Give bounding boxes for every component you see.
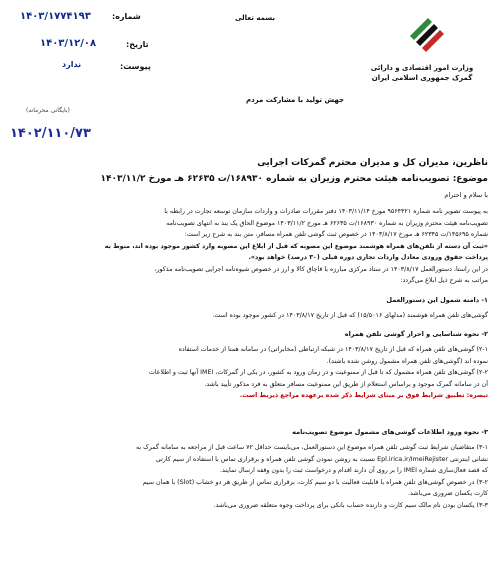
intro-line: به پیوست تصویر نامه شماره ۹۵۶۴۴۲۱ مورخ ۱۴۰۳/۱۱/۱۴ دفتر مقررات صادرات و واردات سازمان توسعه تجارت در رابطه با [164,208,488,215]
section2-title: ۲- نحوه شناسایی و احراز گوشی تلفن همراه [344,330,488,338]
section1-title: ۱- دامنه شمول این دستورالعمل [386,296,488,304]
section3-title: ۳- نحوه ورود اطلاعات گوشی‌های مشمول موضوع تصویب‌نامه [292,428,488,436]
bismillah: بسمه تعالی [234,14,276,22]
number-label: شماره: [112,12,141,21]
section1-line: گوشی‌های تلفن همراه هوشمند (مدلهای ۱۵/۵۰۱۶) که قبل از تاریخ ۱۴۰۳/۸/۱۷ در کشور موجود بوده است. [212,312,488,319]
intro-line: «ثبت آن دسته از تلفن‌های همراه هوشمند موضوع این مصوبه که قبل از ابلاغ این مصوبه وارد کشور موجود بوده اند، منوط به [104,242,488,250]
intro-line: تصویب‌نامه هیئت محترم وزیران به شماره ۱۶۸۹۳۰/ت ۶۲۶۳۵ هـ مورخ ۱۴۰۳/۱۱/۲ موضوع الحاق یک بند به انتهای تصویب‌نامه [166,219,488,227]
section2-line: ۲-۱) گوشی‌های تلفن همراه که قبل از تاریخ ۱۴۰۳/۸/۱۷ در شبکه ارتباطی (مخابراتی) در سامانه همتا از خدمات استفاده [178,346,488,353]
section3-line: ۳-۱) متقاضیان شرایط ثبت گوشی تلفن همراه موضوع این دستورالعمل، می‌بایست حداقل ۷۲ ساعت قبل از مراجعه به سامانه گمرک به [135,444,488,451]
section2-line: آن در سامانه گمرک موجود و براساس استعلام از طریق این ممنوعیت مسافر متعلق به فرد مذکور تأیید باشد. [204,380,488,388]
section3-line: ۳-۲) در خصوص گوشی‌های تلفن همراه با قابلیت فعالیت با دو سیم کارت، برقراری تماس از طریق هر دو خشاب (Slot) با همان سیم [142,478,488,486]
section3-line: که قصد فعال‌سازی شماره IMEI را بر روی آن دارند اقدام و درخواست ثبت را بدون وقفه ارسال نمایند. [219,467,488,474]
customs-logo-icon [402,10,452,60]
handwritten-reference: ۱۴۰۲/۱۱۰/۷۳ [10,126,91,141]
section2-note: تبصره: تطبیق شرایط فوق بر مبنای شرایط ذکر شده برعهده مراجع ذیربط است. [239,392,488,399]
section3-body [10,442,488,511]
intro-paragraph [10,206,488,287]
intro-line: شماره ۱۴۵۶۹۵/ت ۶۲۳۴۵ هـ مورخ ۱۴۰۳/۸/۱۷ در خصوص ثبت گوشی تلفن همراه مسافر، متن بند به شرح زیر است: [184,231,488,238]
section3-line: کارت یکسان ضروری می‌باشد. [408,490,488,497]
slogan: جهش تولید با مشارکت مردم [245,96,345,104]
section2-line: نموده اند (گوشی‌های تلفن همراه مشمول روشن شده باشند). [326,357,488,365]
addressee: ناظرین، مدیران کل و مدیران محترم گمرکات اجرایی [257,158,488,168]
section2-body [10,344,488,402]
archive-note: (بایگانی محرمانه) [26,107,70,114]
intro-line: در این راستا، دستورالعمل ۱۴۰۳/۸/۱۷ در ستاد مرکزی مبارزه با قاچاق کالا و ارز در خصوص شیوه‌نامه اجرایی تصویب‌نامه مذکور، [154,265,488,273]
section1-body [10,310,488,322]
subject-line: موضوع: تصویب‌نامه هیئت محترم وزیران به شماره ۱۶۸۹۳۰/ت ۶۲۶۳۵ هـ مورخ ۱۴۰۳/۱۱/۲ [100,174,488,184]
intro-line: پرداخت حقوق ورودی معادل واردات تجاری دوره قبلی (۳۰ درصد) خواهد بود». [248,254,488,261]
salutation: با سلام و احترام [444,191,488,199]
section3-line: نشانی اینترنتی Epl.irica.ir/ImeiRejister نسبت به روشن نمودن گوشی تلفن همراه و برقراری تماس با استفاده از سیم کارتی [155,455,488,463]
attachment-value: ندارد [62,60,82,69]
customs-name: گمرک جمهوری اسلامی ایران [371,74,473,82]
attachment-label: پیوست: [120,62,151,71]
ministry-name: وزارت امور اقتصادی و دارائی [370,64,474,72]
number-value: ۱۴۰۳/۱۷۷۴۱۹۳ [20,11,91,22]
date-value: ۱۴۰۳/۱۲/۰۸ [40,38,97,49]
date-label: تاریخ: [126,40,149,49]
section2-line: ۲-۲) گوشی‌های تلفن همراه مشمول که تا قبل از ممنوعیت و در زمان ورود به کشور، در یکی از گمرکات، IMEI آنها ثبت و اطلاعات [148,369,488,376]
section3-line: ۳-۳) یکسان بودن نام مالک سیم کارت و دارنده حساب بانکی برای پرداخت وجوه متعلقه ضروری می‌باشد. [213,501,488,509]
intro-line: مراتب به شرح ذیل ابلاغ می‌گردد: [400,277,488,284]
